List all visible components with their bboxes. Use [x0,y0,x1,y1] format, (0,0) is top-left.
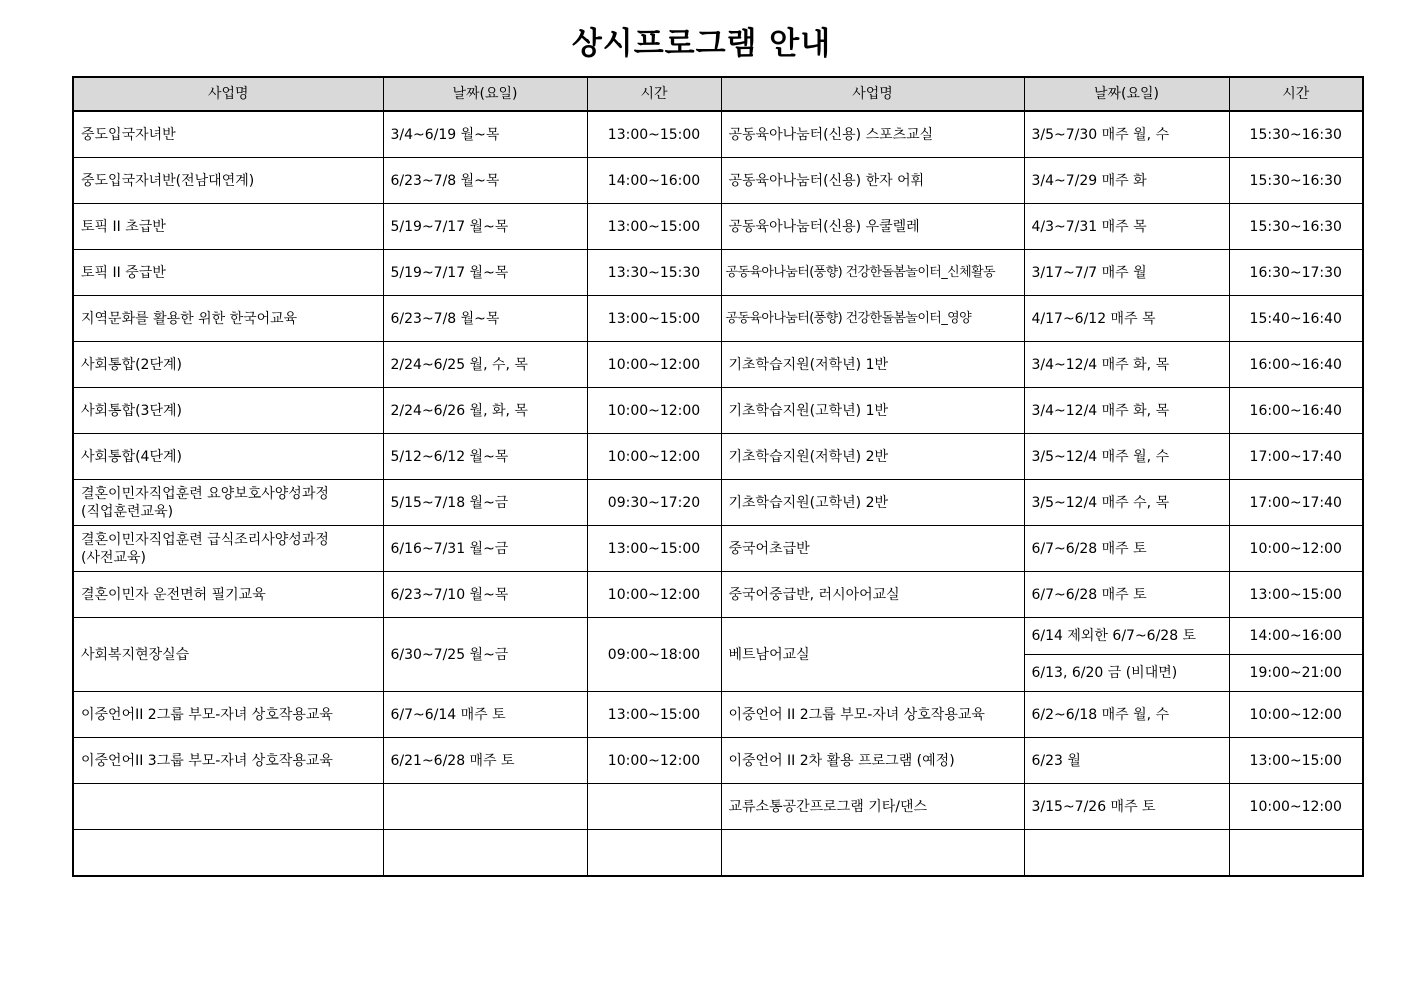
program-date: 6/7~6/28 매주 토 [1024,572,1229,618]
table-row [73,158,1363,204]
program-date: 3/5~7/30 매주 월, 수 [1024,111,1229,158]
program-name: 기초학습지원(고학년) 2반 [721,480,1024,526]
table-row [73,572,1363,618]
table-row [73,738,1363,784]
header-name-right: 사업명 [721,77,1024,111]
program-date: 6/14 제외한 6/7~6/28 토 [1024,618,1229,655]
program-name: 토픽 II 초급반 [73,204,383,250]
program-name-line2: (사전교육) [81,549,147,566]
program-name: 사회통합(3단계) [73,388,383,434]
table-row [73,342,1363,388]
program-date: 6/16~7/31 월~금 [383,526,587,572]
program-time: 13:00~15:00 [587,204,721,250]
program-time: 13:00~15:00 [587,111,721,158]
header-row [73,77,1363,111]
program-date: 6/2~6/18 매주 월, 수 [1024,692,1229,738]
program-date: 4/3~7/31 매주 목 [1024,204,1229,250]
program-time: 13:00~15:00 [587,526,721,572]
program-time: 17:00~17:40 [1229,480,1363,526]
empty-cell [1024,830,1229,877]
program-date: 5/19~7/17 월~목 [383,250,587,296]
program-time: 13:00~15:00 [1229,572,1363,618]
table-row [73,434,1363,480]
program-name: 기초학습지원(고학년) 1반 [721,388,1024,434]
program-date: 3/4~12/4 매주 화, 목 [1024,342,1229,388]
empty-cell [383,784,587,830]
program-date: 3/4~6/19 월~목 [383,111,587,158]
program-time: 15:30~16:30 [1229,158,1363,204]
program-date: 3/4~7/29 매주 화 [1024,158,1229,204]
program-date: 6/23~7/10 월~목 [383,572,587,618]
program-date: 5/12~6/12 월~목 [383,434,587,480]
program-date: 6/30~7/25 월~금 [383,618,587,692]
program-name: 공동육아나눔터(풍향) 건강한돌봄놀이터_신체활동 [721,250,1024,296]
table-row [73,388,1363,434]
program-name: 기초학습지원(저학년) 1반 [721,342,1024,388]
program-time: 09:30~17:20 [587,480,721,526]
program-time: 14:00~16:00 [587,158,721,204]
header-date-right: 날짜(요일) [1024,77,1229,111]
program-table [72,76,1364,877]
program-name: 공동육아나눔터(신용) 한자 어휘 [721,158,1024,204]
program-date: 4/17~6/12 매주 목 [1024,296,1229,342]
table-row [73,692,1363,738]
table-row [73,250,1363,296]
table-row [73,526,1363,572]
program-name: 교류소통공간프로그램 기타/댄스 [721,784,1024,830]
program-time: 15:40~16:40 [1229,296,1363,342]
program-name: 이중언어 II 2차 활용 프로그램 (예정) [721,738,1024,784]
program-time: 10:00~12:00 [587,388,721,434]
program-name [73,526,383,572]
program-date: 2/24~6/25 월, 수, 목 [383,342,587,388]
program-date: 3/5~12/4 매주 월, 수 [1024,434,1229,480]
program-name: 중국어중급반, 러시아어교실 [721,572,1024,618]
empty-cell [1229,830,1363,877]
program-date: 5/19~7/17 월~목 [383,204,587,250]
program-date: 3/5~12/4 매주 수, 목 [1024,480,1229,526]
program-date: 3/15~7/26 매주 토 [1024,784,1229,830]
table-row [73,618,1363,655]
program-name: 이중언어II 2그룹 부모-자녀 상호작용교육 [73,692,383,738]
program-name: 이중언어 II 2그룹 부모-자녀 상호작용교육 [721,692,1024,738]
table-row [73,111,1363,158]
program-date: 6/7~6/28 매주 토 [1024,526,1229,572]
program-name: 사회복지현장실습 [73,618,383,692]
empty-cell [73,830,383,877]
program-time: 14:00~16:00 [1229,618,1363,655]
table-row [73,784,1363,830]
program-time: 13:30~15:30 [587,250,721,296]
program-name: 공동육아나눔터(풍향) 건강한돌봄놀이터_영양 [721,296,1024,342]
program-time: 13:00~15:00 [587,296,721,342]
header-time-right: 시간 [1229,77,1363,111]
program-time: 15:30~16:30 [1229,111,1363,158]
program-time: 13:00~15:00 [587,692,721,738]
program-time: 10:00~12:00 [587,434,721,480]
program-time: 10:00~12:00 [587,342,721,388]
program-name: 사회통합(2단계) [73,342,383,388]
program-name: 중도입국자녀반(전남대연계) [73,158,383,204]
program-name: 중도입국자녀반 [73,111,383,158]
program-date: 3/4~12/4 매주 화, 목 [1024,388,1229,434]
program-time: 10:00~12:00 [1229,526,1363,572]
table-row [73,296,1363,342]
empty-cell [383,830,587,877]
program-time: 16:00~16:40 [1229,342,1363,388]
program-time: 16:00~16:40 [1229,388,1363,434]
program-name: 중국어초급반 [721,526,1024,572]
program-name-line1: 결혼이민자직업훈련 요양보호사양성과정 [81,485,329,502]
program-time: 10:00~12:00 [1229,784,1363,830]
program-date: 5/15~7/18 월~금 [383,480,587,526]
program-name-line1: 결혼이민자직업훈련 급식조리사양성과정 [81,531,329,548]
program-date: 6/21~6/28 매주 토 [383,738,587,784]
program-name: 기초학습지원(저학년) 2반 [721,434,1024,480]
program-time: 17:00~17:40 [1229,434,1363,480]
empty-cell [73,784,383,830]
program-date: 3/17~7/7 매주 월 [1024,250,1229,296]
program-time: 10:00~12:00 [587,572,721,618]
program-date: 6/23~7/8 월~목 [383,296,587,342]
program-time: 10:00~12:00 [1229,692,1363,738]
program-date: 6/23~7/8 월~목 [383,158,587,204]
program-name: 공동육아나눔터(신용) 우쿨렐레 [721,204,1024,250]
program-time: 19:00~21:00 [1229,655,1363,692]
header-time-left: 시간 [587,77,721,111]
program-name: 이중언어II 3그룹 부모-자녀 상호작용교육 [73,738,383,784]
program-time: 09:00~18:00 [587,618,721,692]
program-time: 10:00~12:00 [587,738,721,784]
program-time: 15:30~16:30 [1229,204,1363,250]
program-name: 지역문화를 활용한 위한 한국어교육 [73,296,383,342]
empty-cell [721,830,1024,877]
program-date: 6/13, 6/20 금 (비대면) [1024,655,1229,692]
program-name: 사회통합(4단계) [73,434,383,480]
empty-cell [587,830,721,877]
program-date: 2/24~6/26 월, 화, 목 [383,388,587,434]
program-name: 베트남어교실 [721,618,1024,692]
program-name [73,480,383,526]
program-time: 13:00~15:00 [1229,738,1363,784]
table-row-empty [73,830,1363,877]
empty-cell [587,784,721,830]
program-time: 16:30~17:30 [1229,250,1363,296]
table-row [73,204,1363,250]
program-date: 6/7~6/14 매주 토 [383,692,587,738]
program-name: 토픽 II 중급반 [73,250,383,296]
program-name-line2: (직업훈련교육) [81,503,174,520]
program-name: 공동육아나눔터(신용) 스포츠교실 [721,111,1024,158]
header-date-left: 날짜(요일) [383,77,587,111]
header-name-left: 사업명 [73,77,383,111]
program-name: 결혼이민자 운전면허 필기교육 [73,572,383,618]
page-title: 상시프로그램 안내 [571,26,832,62]
program-date: 6/23 월 [1024,738,1229,784]
table-row [73,480,1363,526]
